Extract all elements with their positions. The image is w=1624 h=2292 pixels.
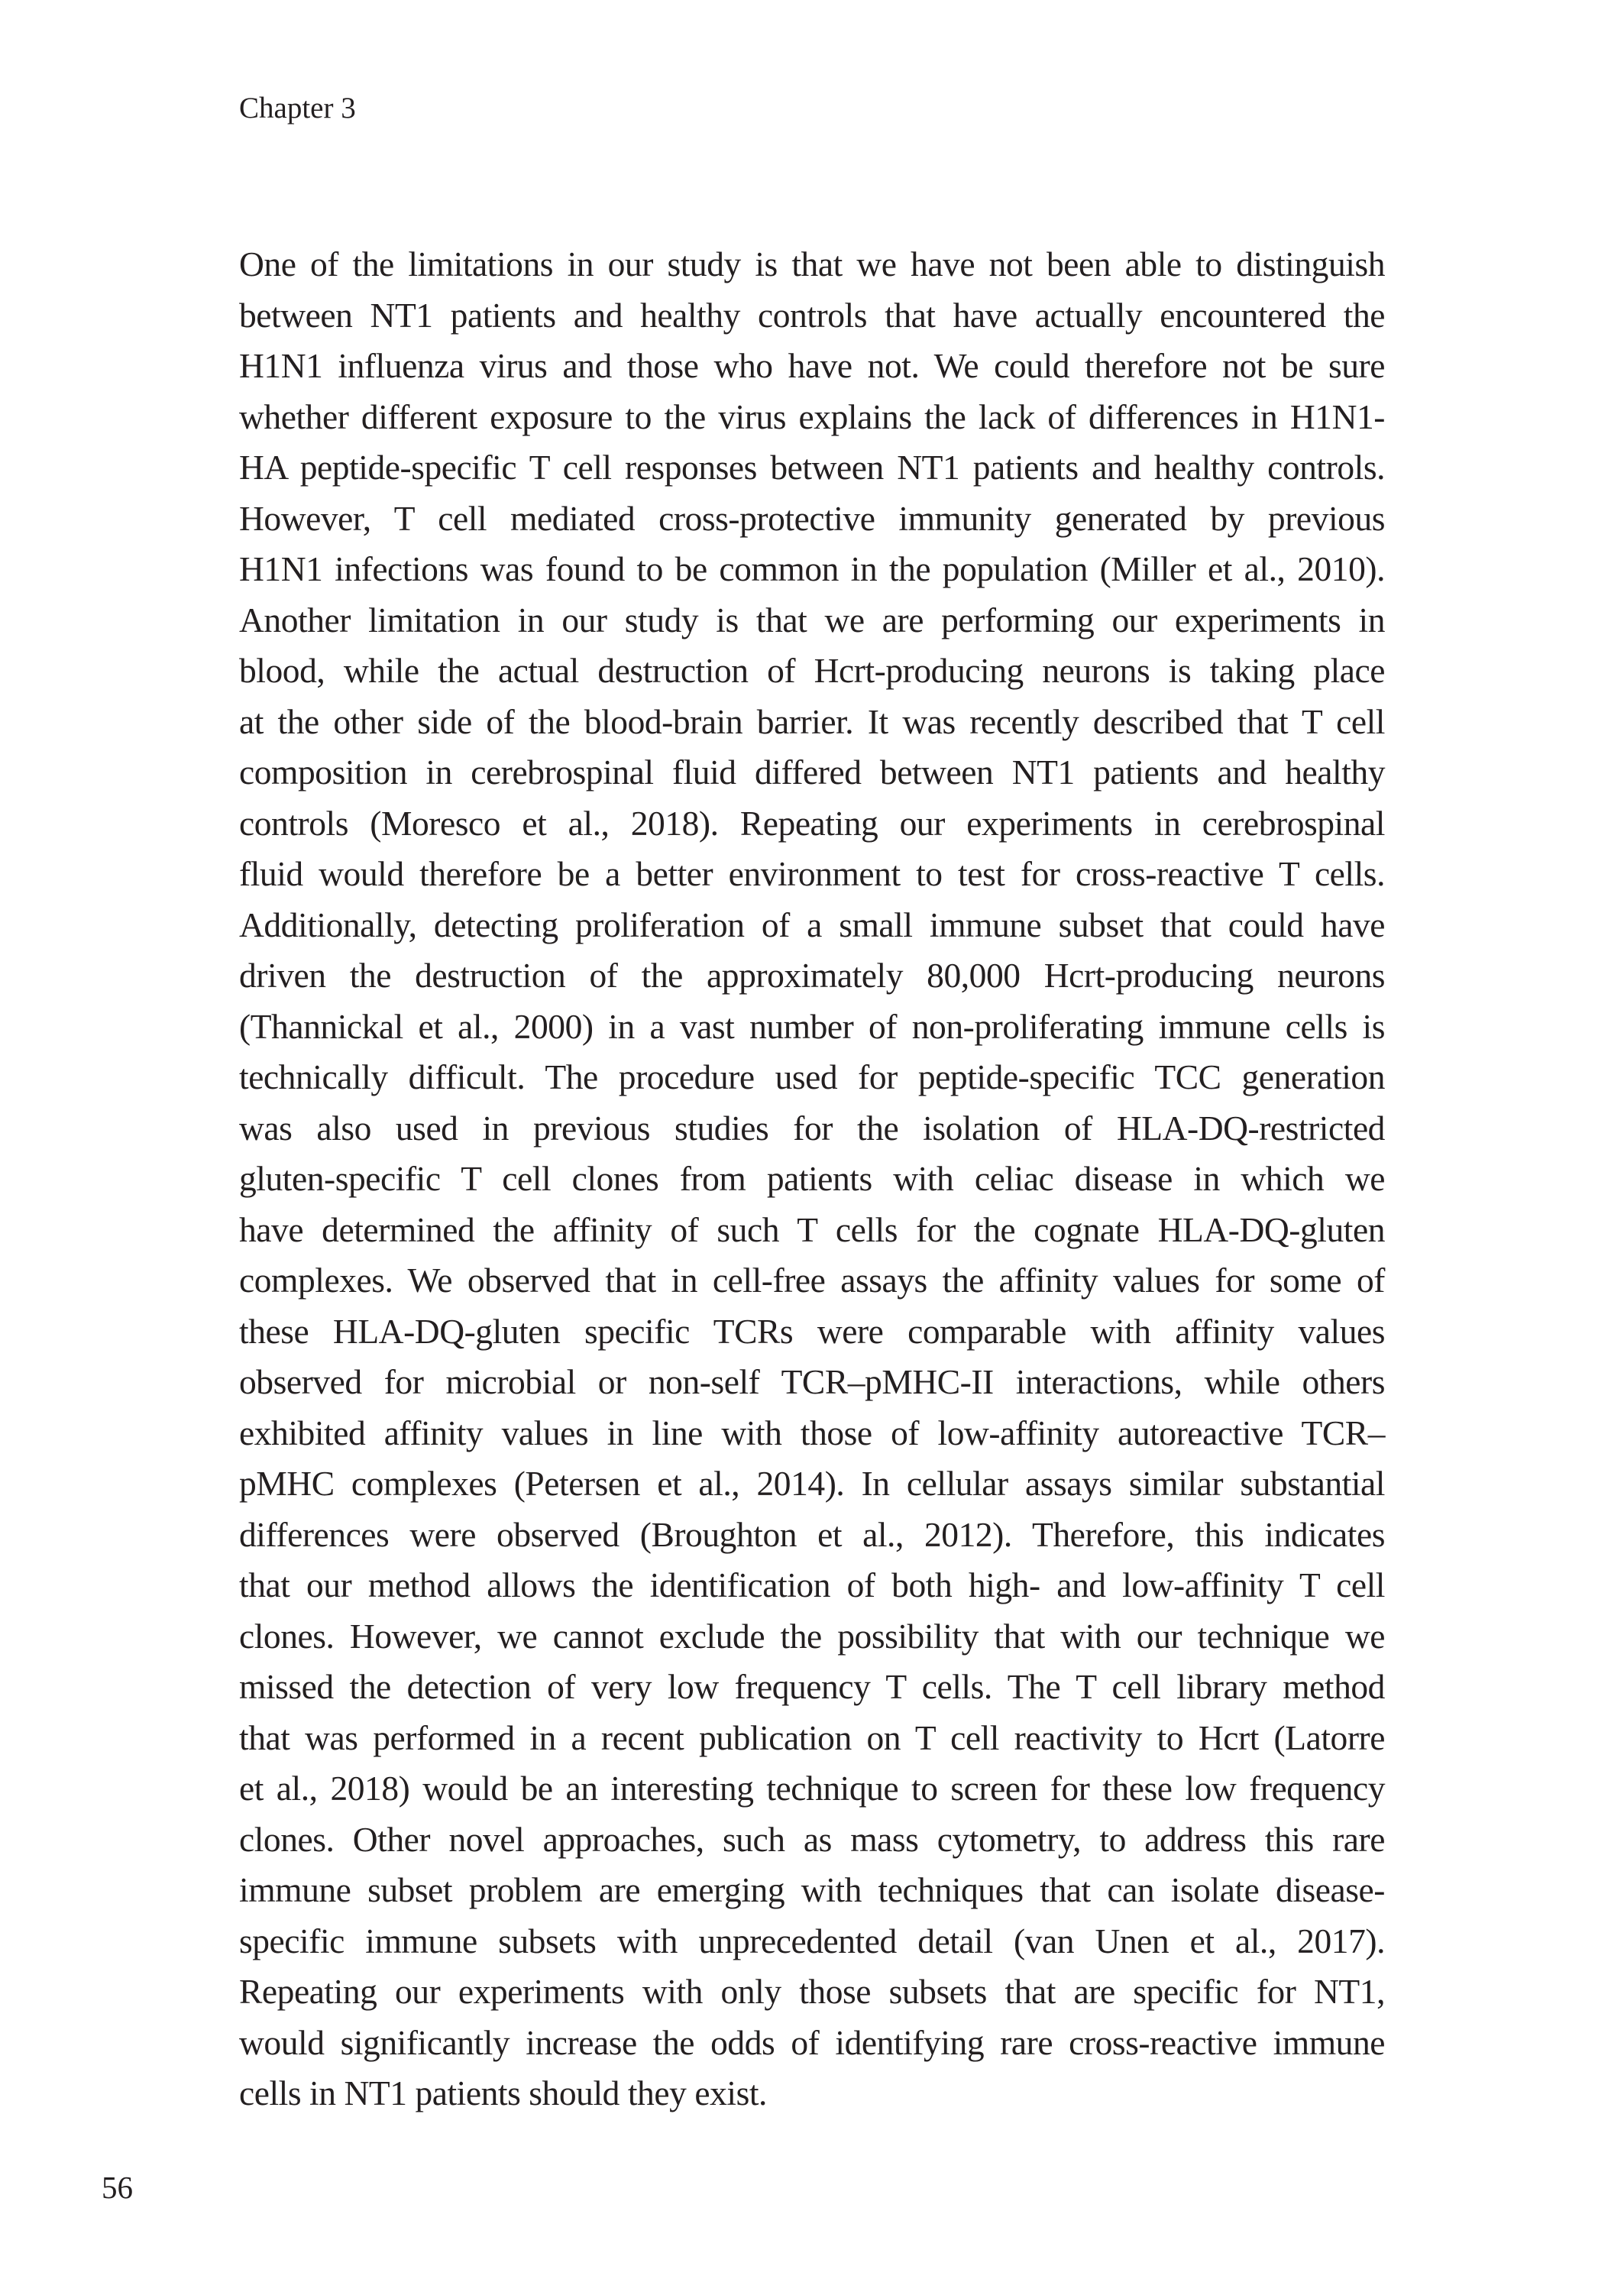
paragraph-line: H1N1 infections was found to be common in the population (Miller et al., 2010). [239, 549, 1385, 588]
paragraph-line: immune subset problem are emerging with techniques that can isolate disease- [239, 1870, 1385, 1909]
paragraph-line: exhibited affinity values in line with those of low-affinity autoreactive TCR– [239, 1413, 1385, 1452]
paragraph-line: that our method allows the identification of both high- and low-affinity T cell [239, 1565, 1385, 1604]
paragraph-line: cells in NT1 patients should they exist. [239, 2073, 767, 2112]
paragraph-line: would significantly increase the odds of identifying rare cross-reactive immune [239, 2022, 1385, 2062]
paragraph-line: Repeating our experiments with only those subsets that are specific for NT1, [239, 1972, 1385, 2011]
paragraph-line: Additionally, detecting proliferation of a small immune subset that could have [239, 905, 1385, 944]
paragraph-line: specific immune subsets with unprecedented detail (van Unen et al., 2017). [239, 1921, 1385, 1960]
paragraph-line: these HLA-DQ-gluten specific TCRs were comparable with affinity values [239, 1311, 1385, 1351]
paragraph-line: differences were observed (Broughton et al., 2012). Therefore, this indicates [239, 1514, 1385, 1554]
paragraph-line: whether different exposure to the virus explains the lack of differences in H1N1- [239, 397, 1385, 436]
paragraph-line: fluid would therefore be a better environment to test for cross-reactive T cells. [239, 854, 1385, 893]
body-paragraph [239, 239, 1385, 2119]
paragraph-line: HA peptide-specific T cell responses between NT1 patients and healthy controls. [239, 448, 1385, 487]
paragraph-line: have determined the affinity of such T cells for the cognate HLA-DQ-gluten [239, 1209, 1385, 1249]
paragraph-line: et al., 2018) would be an interesting technique to screen for these low frequency [239, 1769, 1385, 1808]
paragraph-line: between NT1 patients and healthy controls that have actually encountered the [239, 295, 1385, 335]
paragraph-line: composition in cerebrospinal fluid differed between NT1 patients and healthy [239, 753, 1385, 792]
paragraph-line: controls (Moresco et al., 2018). Repeating our experiments in cerebrospinal [239, 803, 1385, 843]
paragraph-line: clones. However, we cannot exclude the possibility that with our technique we [239, 1616, 1385, 1656]
paragraph-line: missed the detection of very low frequency T cells. The T cell library method [239, 1667, 1385, 1706]
paragraph-line: driven the destruction of the approximately 80,000 Hcrt-producing neurons [239, 956, 1385, 995]
paragraph-line: However, T cell mediated cross-protective immunity generated by previous [239, 498, 1385, 538]
paragraph-line: at the other side of the blood-brain barrier. It was recently described that T cell [239, 701, 1385, 741]
paragraph-line: technically difficult. The procedure used for peptide-specific TCC generation [239, 1057, 1385, 1096]
paragraph-line: (Thannickal et al., 2000) in a vast number of non-proliferating immune cells is [239, 1006, 1385, 1046]
paragraph-line: Another limitation in our study is that we are performing our experiments in [239, 600, 1385, 639]
page-number: 56 [102, 2170, 133, 2205]
paragraph-line: gluten-specific T cell clones from patients with celiac disease in which we [239, 1159, 1385, 1198]
paragraph-line: blood, while the actual destruction of Hcrt-producing neurons is taking place [239, 651, 1385, 690]
paragraph-line: clones. Other novel approaches, such as mass cytometry, to address this rare [239, 1819, 1385, 1859]
paragraph-line: One of the limitations in our study is that we have not been able to distinguish [239, 244, 1385, 283]
paragraph-line: complexes. We observed that in cell-free assays the affinity values for some of [239, 1261, 1385, 1300]
paragraph-line: observed for microbial or non-self TCR–pMHC-II interactions, while others [239, 1362, 1385, 1401]
running-head: Chapter 3 [239, 92, 356, 125]
paragraph-line: was also used in previous studies for the isolation of HLA-DQ-restricted [239, 1108, 1385, 1148]
paragraph-line: H1N1 influenza virus and those who have not. We could therefore not be sure [239, 346, 1385, 385]
paragraph-line: pMHC complexes (Petersen et al., 2014). In cellular assays similar substantial [239, 1464, 1385, 1503]
paragraph-line: that was performed in a recent publication on T cell reactivity to Hcrt (Latorre [239, 1717, 1385, 1757]
